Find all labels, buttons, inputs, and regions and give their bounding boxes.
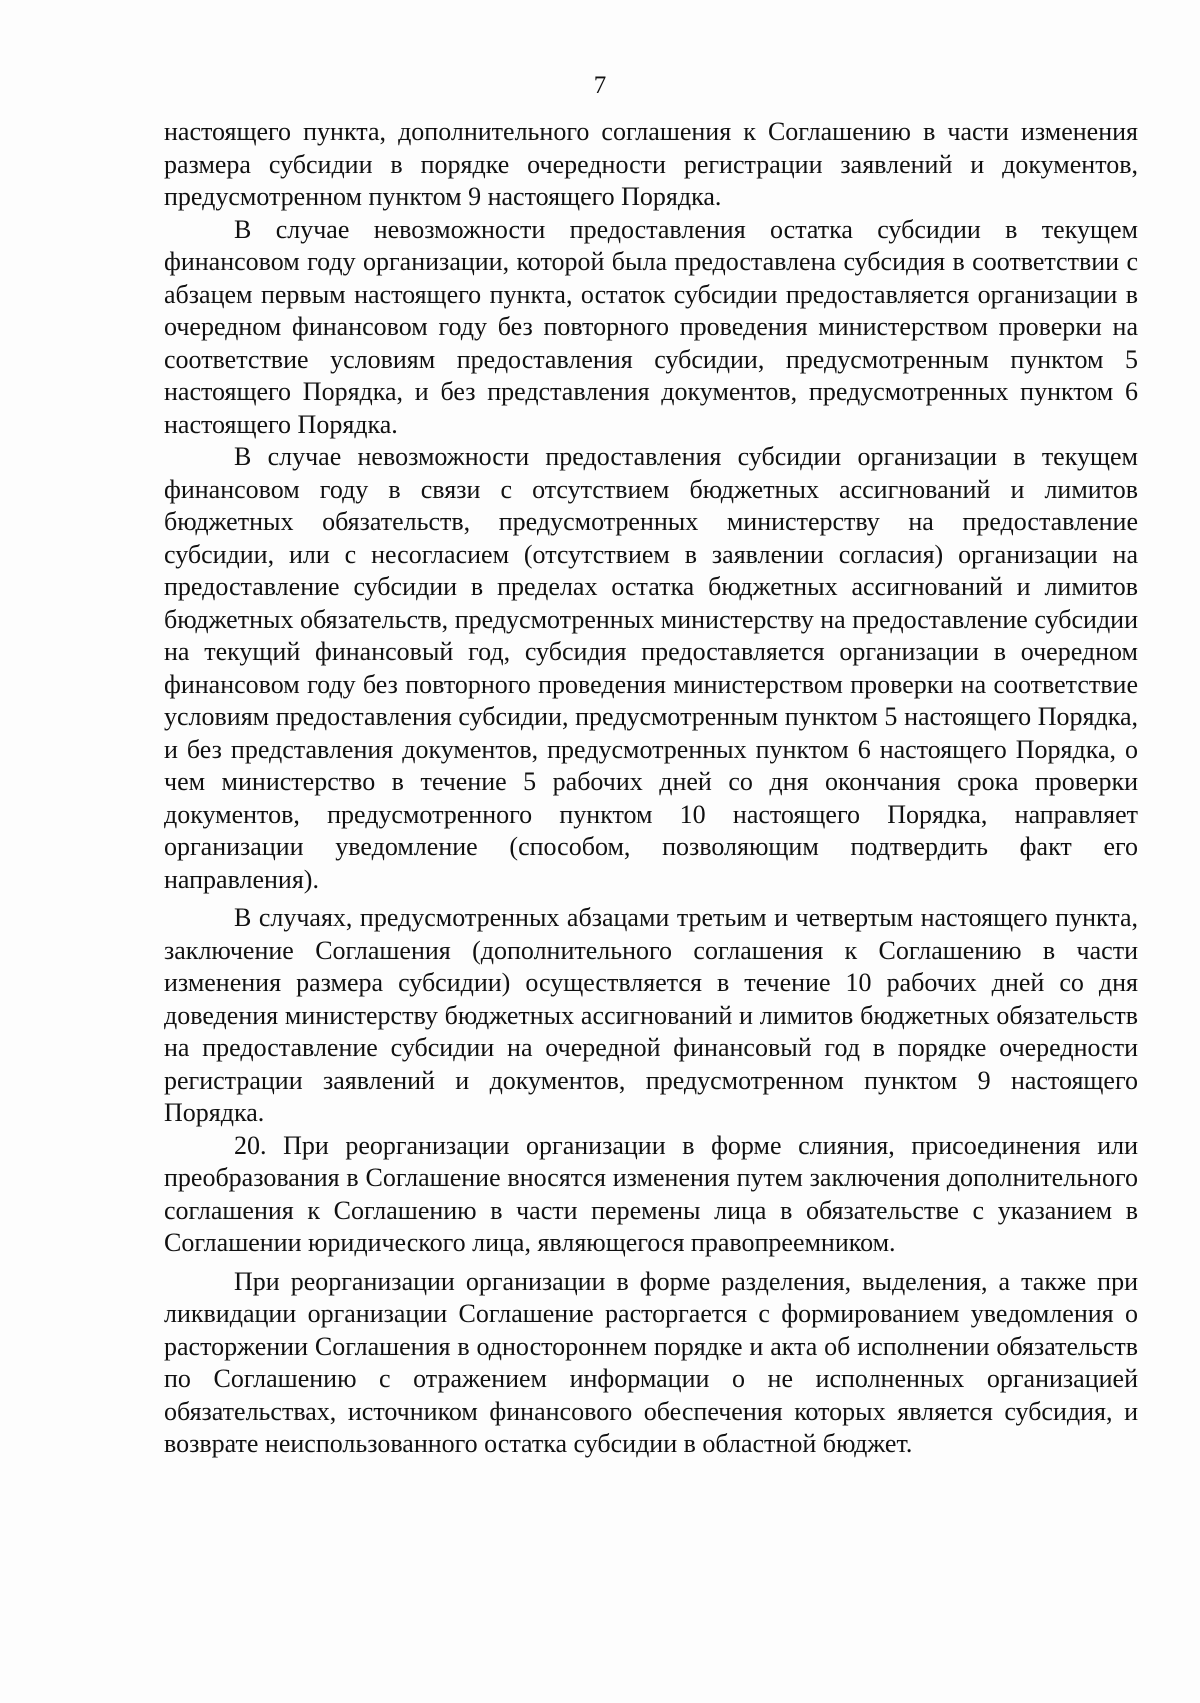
page-number: 7	[593, 72, 607, 99]
paragraph-liquidation: При реорганизации организации в форме разделения, выделения, а также при ликвидации организации Соглашение расторгается с формированием уведомления о расторжении Соглашения в одностороннем порядке и акта об исполнении обязательств по Соглашению с отражением информации о не исполненных организацией обязательствах, источником финансового обеспечения которых является субсидия, и возврате неиспользованного остатка субсидии в областной бюджет.	[164, 1266, 1138, 1458]
document-body	[164, 116, 1138, 1461]
paragraph-continuation: настоящего пункта, дополнительного соглашения к Соглашению в части изменения размера субсидии в порядке очередности регистрации заявлений и документов, предусмотренном пунктом 9 настоящего Порядка.	[164, 117, 1138, 211]
paragraph-no-allocations: В случае невозможности предоставления субсидии организации в текущем финансовом году в связи с отсутствием бюджетных ассигнований и лимитов бюджетных обязательств, предусмотренных министерству на предоставление субсидии, или с несогласием (отсутствием в заявлении согласия) организации на предоставление субсидии в пределах остатка бюджетных ассигнований и лимитов бюджетных обязательств, предусмотренных министерству на предоставление субсидии на текущий финансовый год, субсидия предоставляется организации в очередном финансовом году без повторного проведения министерством проверки на соответствие условиям предоставления субсидии, предусмотренным пунктом 5 настоящего Порядка, и без представления документов, предусмотренных пунктом 6 настоящего Порядка, о чем министерство в течение 5 рабочих дней со дня окончания срока проверки документов, предусмотренного пунктом 10 настоящего Порядка, направляет организации уведомление (способом, позволяющим подтвердить факт его направления).	[164, 442, 1138, 894]
paragraph-remaining-subsidy: В случае невозможности предоставления остатка субсидии в текущем финансовом году организации, которой была предоставлена субсидия в соответствии с абзацем первым настоящего пункта, остаток субсидии предоставляется организации в очередном финансовом году без повторного проведения министерством проверки на соответствие условиям предоставления субсидии, предусмотренным пунктом 5 настоящего Порядка, и без представления документов, предусмотренных пунктом 6 настоящего Порядка.	[164, 214, 1138, 439]
paragraph-agreement-conclusion: В случаях, предусмотренных абзацами третьим и четвертым настоящего пункта, заключение Соглашения (дополнительного соглашения к Соглашению в части изменения размера субсидии) осуществляется в течение 10 рабочих дней со дня доведения министерству бюджетных ассигнований и лимитов бюджетных обязательств на предоставление субсидии на очередной финансовый год в порядке очередности регистрации заявлений и документов, предусмотренном пунктом 9 настоящего Порядка.	[164, 903, 1138, 1127]
paragraph-item-20: 20. При реорганизации организации в форме слияния, присоединения или преобразования в Соглашение вносятся изменения путем заключения дополнительного соглашения к Соглашению в части перемены лица в обязательстве с указанием в Соглашении юридического лица, являющегося правопреемником.	[164, 1130, 1138, 1257]
